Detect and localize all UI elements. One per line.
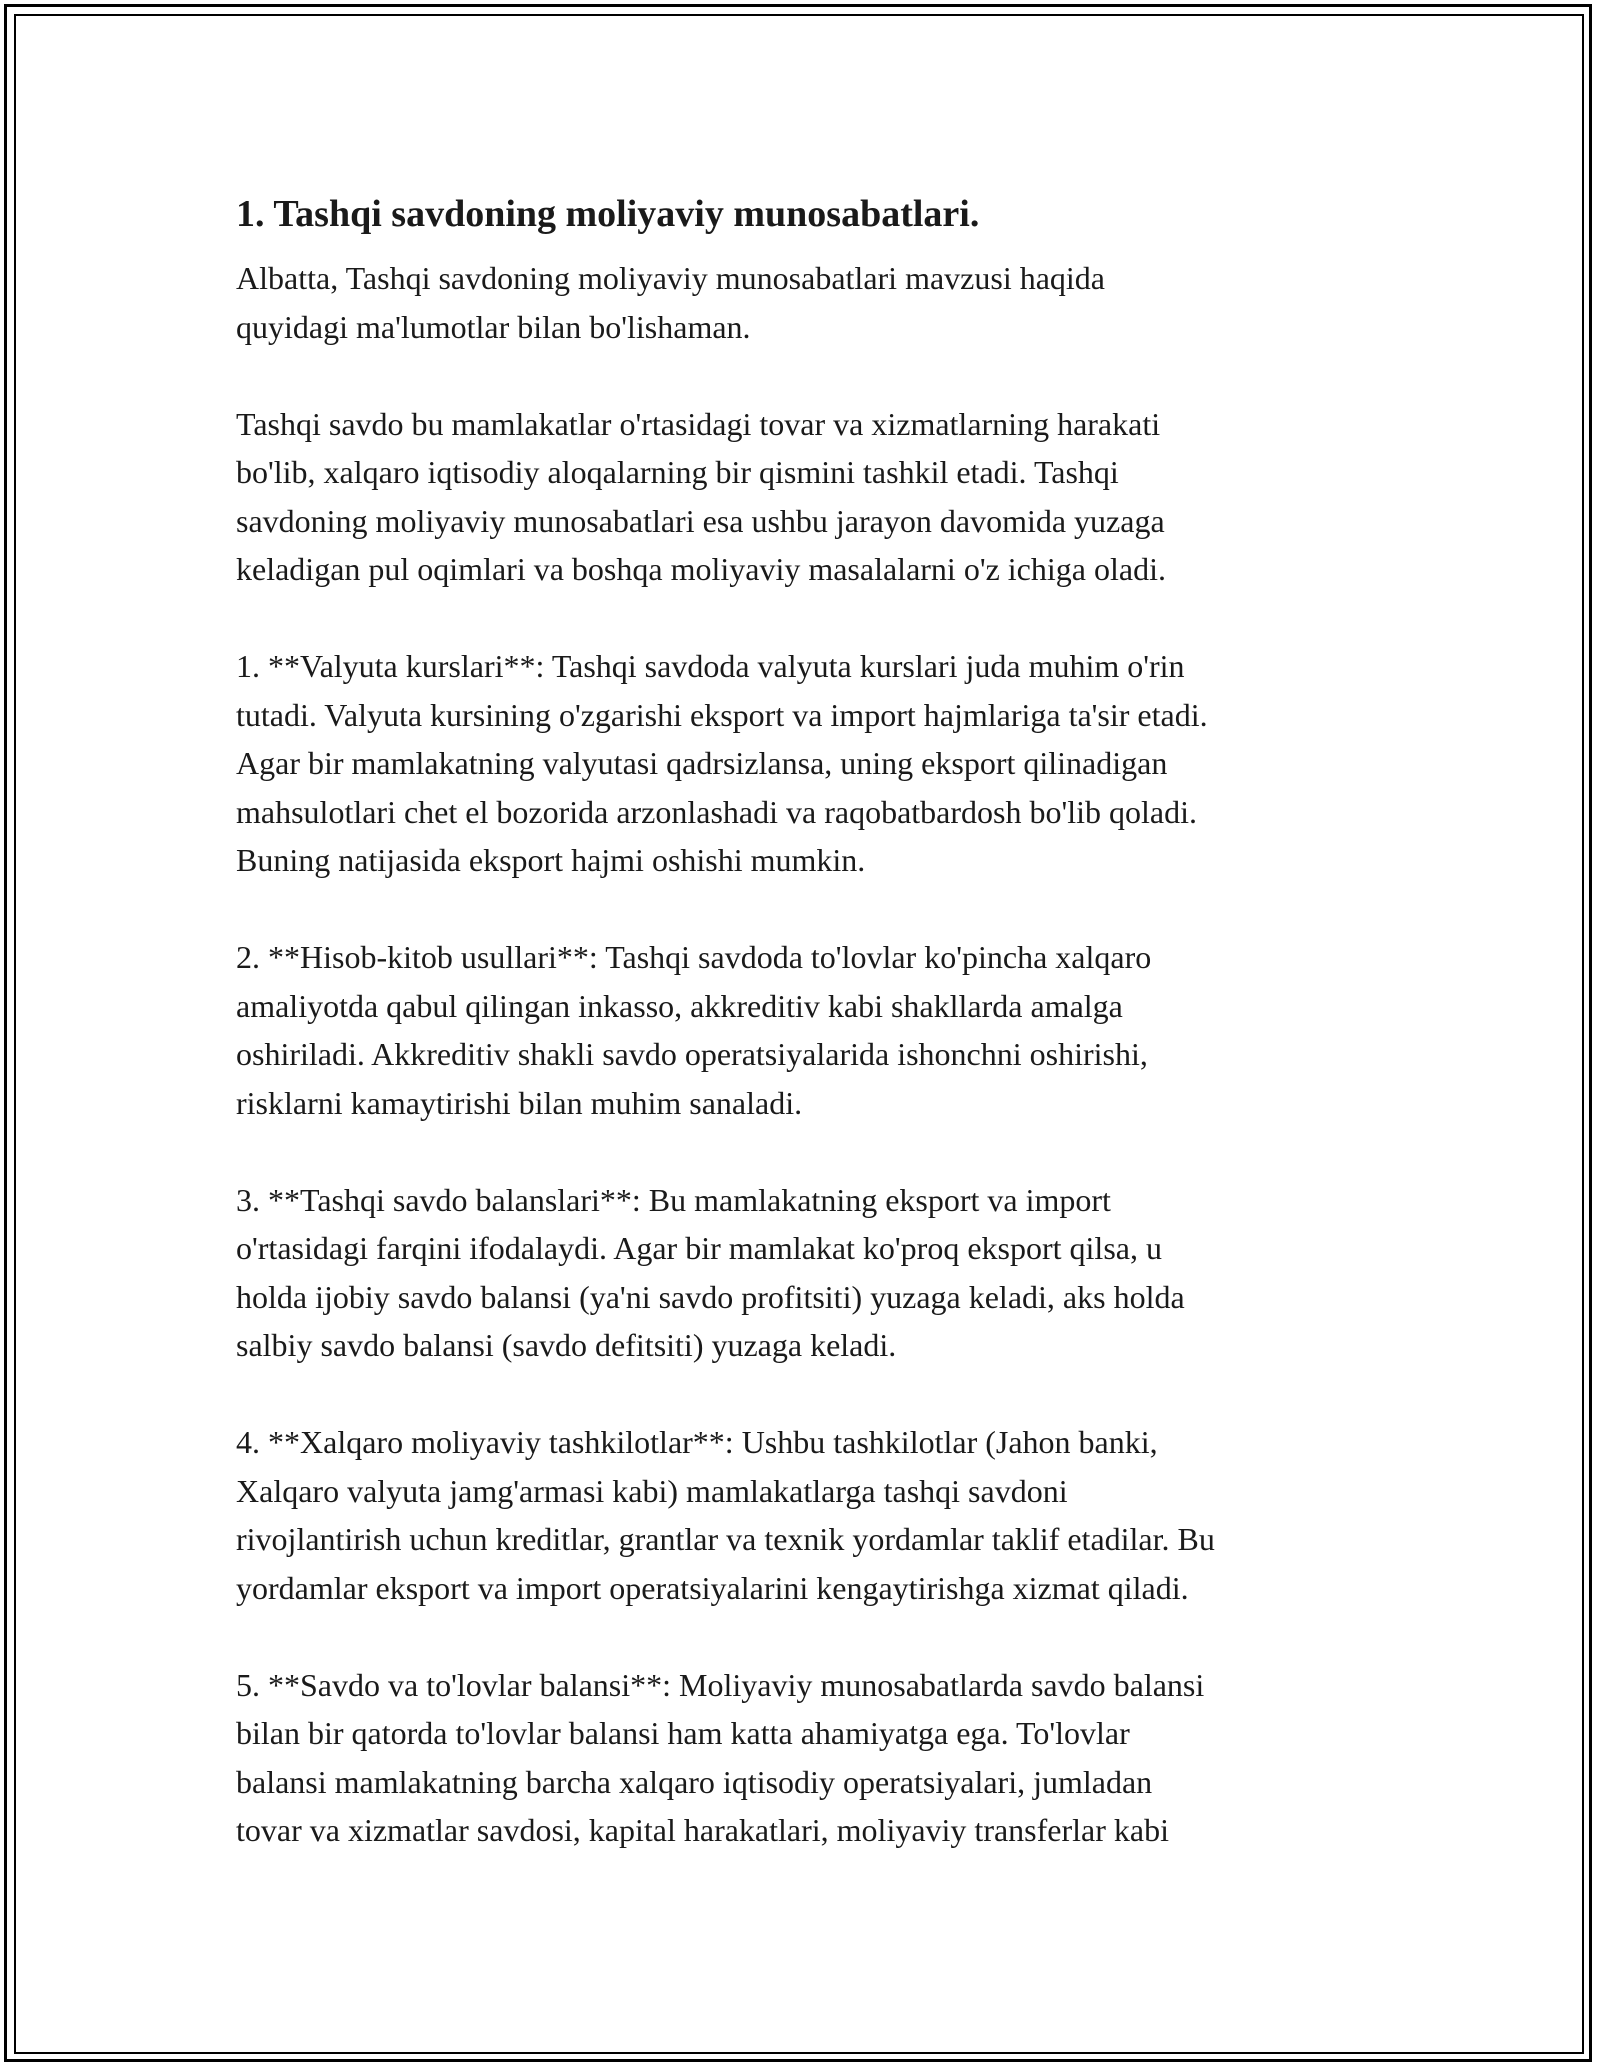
text-line: bo'lib, xalqaro iqtisodiy aloqalarning bir qismini tashkil etadi. Tashqi xyxy=(236,454,1119,490)
paragraph-intro xyxy=(236,254,1386,351)
paragraph-item-5 xyxy=(236,1661,1386,1855)
text-line: savdoning moliyaviy munosabatlari esa ushbu jarayon davomida yuzaga xyxy=(236,502,1165,539)
text-line: Tashqi savdo bu mamlakatlar o'rtasidagi tovar va xizmatlarning harakati xyxy=(236,405,1161,442)
document-title: 1. Tashqi savdoning moliyaviy munosabatlari. xyxy=(236,193,980,235)
text-line: risklarni kamaytirishi bilan muhim sanaladi. xyxy=(236,1084,803,1121)
text-line: 5. **Savdo va to'lovlar balansi**: Moliyaviy munosabatlarda savdo balansi xyxy=(236,1666,1205,1703)
text-line: 2. **Hisob-kitob usullari**: Tashqi savdoda to'lovlar ko'pincha xalqaro xyxy=(236,939,1152,975)
text-line: quyidagi ma'lumotlar bilan bo'lishaman. xyxy=(236,308,751,345)
paragraph-definition xyxy=(236,400,1386,594)
text-line: salbiy savdo balansi (savdo defitsiti) yuzaga keladi. xyxy=(236,1327,897,1363)
text-line: 4. **Xalqaro moliyaviy tashkilotlar**: Ushbu tashkilotlar (Jahon banki, xyxy=(236,1424,1158,1460)
text-line: amaliyotda qabul qilingan inkasso, akkreditiv kabi shakllarda amalga xyxy=(236,987,1123,1024)
text-line: Albatta, Tashqi savdoning moliyaviy munosabatlari mavzusi haqida xyxy=(236,260,1105,296)
text-line: tovar va xizmatlar savdosi, kapital harakatlari, moliyaviy transferlar kabi xyxy=(236,1812,1169,1848)
document-body xyxy=(236,186,1386,1903)
paragraph-item-2 xyxy=(236,933,1386,1127)
text-line: keladigan pul oqimlari va boshqa moliyaviy masalalarni o'z ichiga oladi. xyxy=(236,551,1166,587)
text-line: oshiriladi. Akkreditiv shakli savdo operatsiyalarida ishonchni oshirishi, xyxy=(236,1036,1148,1072)
text-line: holda ijobiy savdo balansi (ya'ni savdo profitsiti) yuzaga keladi, aks holda xyxy=(236,1278,1185,1315)
paragraph-item-4 xyxy=(236,1418,1386,1612)
text-line: bilan bir qatorda to'lovlar balansi ham katta ahamiyatga ega. To'lovlar xyxy=(236,1715,1130,1751)
paragraph-item-3 xyxy=(236,1176,1386,1370)
text-line: rivojlantirish uchun kreditlar, grantlar va texnik yordamlar taklif etadilar. Bu xyxy=(236,1521,1215,1557)
text-line: mahsulotlari chet el bozorida arzonlashadi va raqobatbardosh bo'lib qoladi. xyxy=(236,793,1198,830)
text-line: o'rtasidagi farqini ifodalaydi. Agar bir mamlakat ko'proq eksport qilsa, u xyxy=(236,1230,1162,1266)
text-line: tutadi. Valyuta kursining o'zgarishi eksport va import hajmlariga ta'sir etadi. xyxy=(236,696,1208,733)
text-line: Buning natijasida eksport hajmi oshishi mumkin. xyxy=(236,842,866,878)
text-line: yordamlar eksport va import operatsiyalarini kengaytirishga xizmat qiladi. xyxy=(236,1569,1189,1606)
text-line: 3. **Tashqi savdo balanslari**: Bu mamlakatning eksport va import xyxy=(236,1181,1111,1218)
paragraph-item-1 xyxy=(236,642,1386,885)
text-line: balansi mamlakatning barcha xalqaro iqtisodiy operatsiyalari, jumladan xyxy=(236,1763,1153,1800)
text-line: Xalqaro valyuta jamg'armasi kabi) mamlakatlarga tashqi savdoni xyxy=(236,1472,1068,1509)
text-line: 1. **Valyuta kurslari**: Tashqi savdoda valyuta kurslari juda muhim o'rin xyxy=(236,648,1185,684)
text-line: Agar bir mamlakatning valyutasi qadrsizlansa, uning eksport qilinadigan xyxy=(236,745,1168,781)
